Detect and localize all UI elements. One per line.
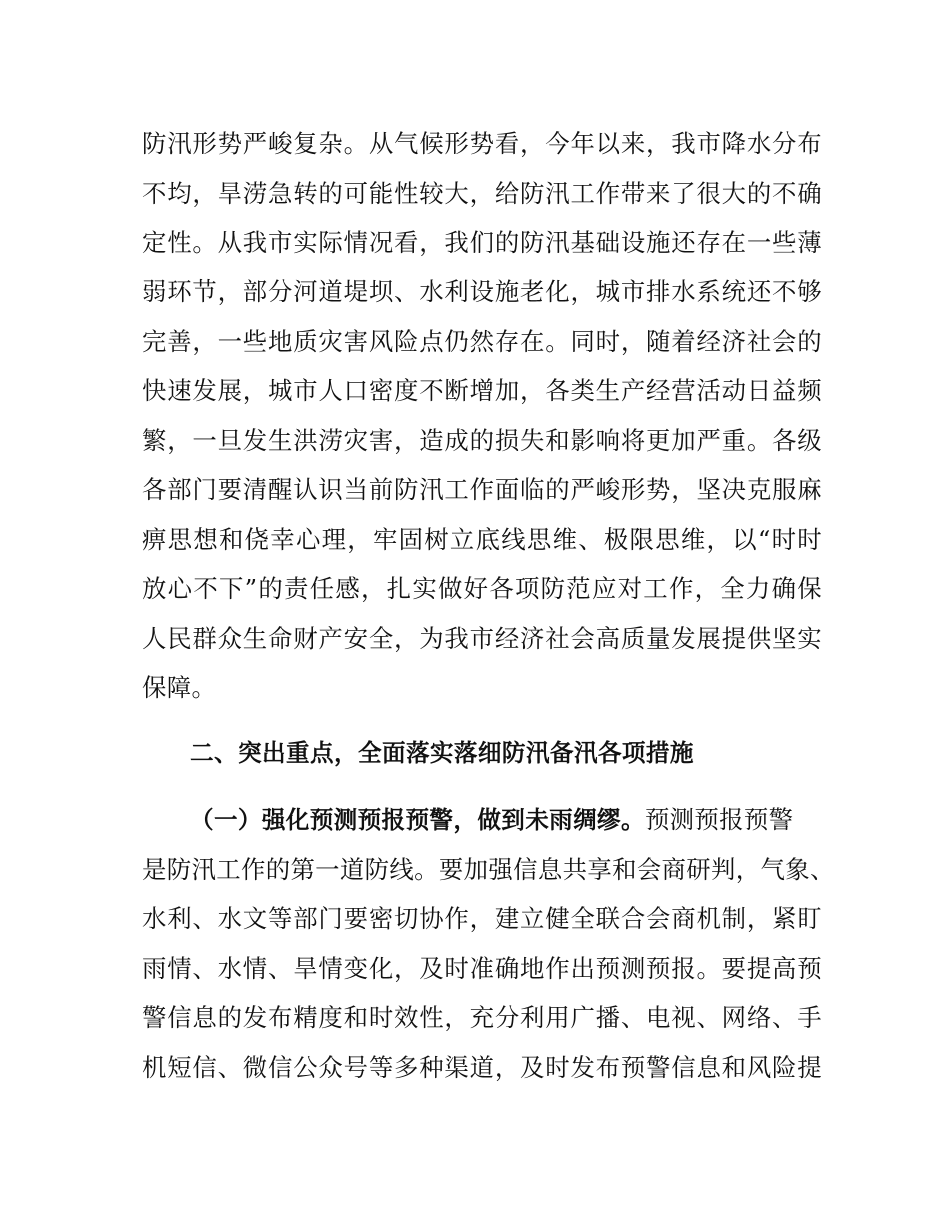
body-text-line: 放心不下”的责任感，扎实做好各项防范应对工作，全力确保: [142, 574, 822, 603]
body-text-line: 痹思想和侥幸心理，牢固树立底线思维、极限思维，以“时时: [142, 525, 822, 554]
body-text-line: 各部门要清醒认识当前防汛工作面临的严峻形势，坚决克服麻: [142, 475, 822, 504]
subsection-first-line: [190, 795, 822, 845]
subsection-first-line-text: 预测预报预警: [644, 805, 794, 834]
body-text-line: 人民群众生命财产安全，为我市经济社会高质量发展提供坚实: [142, 624, 822, 653]
body-text-line: 水利、水文等部门要密切协作，建立健全联合会商机制，紧盯: [142, 904, 822, 933]
body-text-line: 完善，一些地质灾害风险点仍然存在。同时，随着经济社会的: [142, 327, 822, 356]
body-text-line-last: 保障。: [142, 673, 217, 702]
body-text-line: 警信息的发布精度和时效性，充分利用广播、电视、网络、手: [142, 1003, 822, 1032]
subsection-heading: （一）强化预测预报预警，做到未雨绸缪。: [190, 806, 645, 834]
body-text-line: 弱环节，部分河道堤坝、水利设施老化，城市排水系统还不够: [142, 277, 822, 306]
body-text-line: 机短信、微信公众号等多种渠道，及时发布预警信息和风险提: [142, 1053, 822, 1082]
body-text-line: 是防汛工作的第一道防线。要加强信息共享和会商研判，气象、: [142, 855, 835, 884]
body-text-line: 定性。从我市实际情况看，我们的防汛基础设施还存在一些薄: [142, 228, 822, 257]
body-text-line: 不均，旱涝急转的可能性较大，给防汛工作带来了很大的不确: [142, 179, 822, 208]
body-text-line: 雨情、水情、旱情变化，及时准确地作出预测预报。要提高预: [142, 954, 822, 983]
body-text-line: 防汛形势严峻复杂。从气候形势看，今年以来，我市降水分布: [142, 129, 822, 158]
body-text-line: 快速发展，城市人口密度不断增加，各类生产经营活动日益频: [142, 376, 822, 405]
section-heading: 二、突出重点，全面落实落细防汛备汛各项措施: [190, 739, 694, 767]
body-text-line: 繁，一旦发生洪涝灾害，造成的损失和影响将更加严重。各级: [142, 426, 822, 455]
